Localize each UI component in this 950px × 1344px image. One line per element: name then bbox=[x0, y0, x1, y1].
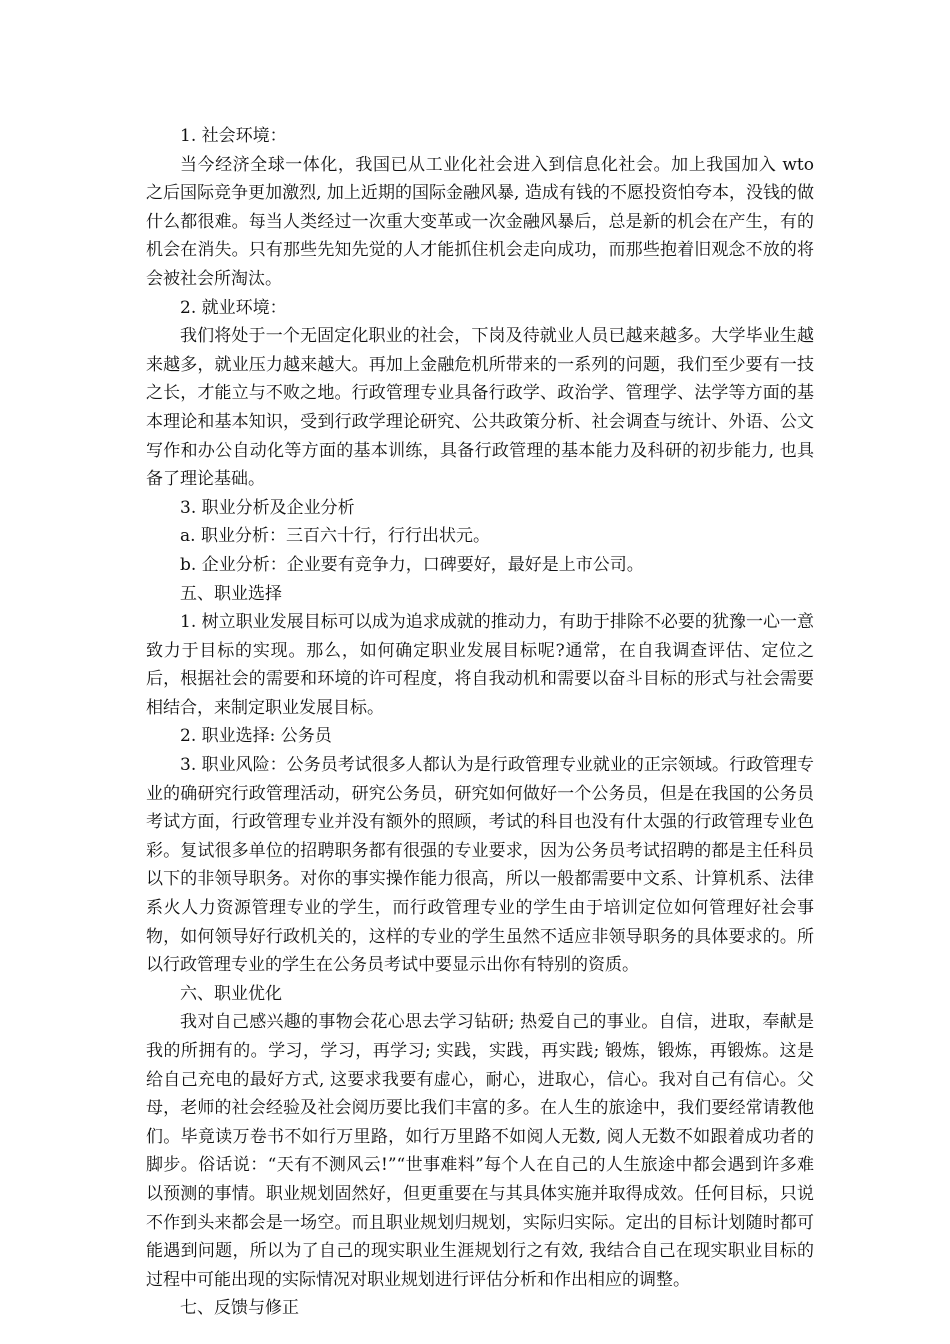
document-body bbox=[146, 122, 814, 1323]
paragraph-career-goal: 1. 树立职业发展目标可以成为追求成就的推动力，有助于排除不必要的犹豫一心一意致力于目标的实现。那么，如何确定职业发展目标呢?通常，在自我调查评估、定位之后，根据社会的需要和环境的许可程度，将自我动机和需要以奋斗目标的形式与社会需要相结合，来制定职业发展目标。 bbox=[146, 612, 814, 718]
paragraph-career-optimization: 我对自己感兴趣的事物会花心思去学习钻研; 热爱自己的事业。自信，进取，奉献是我的所拥有的。学习，学习，再学习; 实践，实践，再实践; 锻炼，锻炼，再锻炼。这是给自己充电的最好方式, 这要求我要有虚心，耐心，进取心，信心。我对自己有信心。父母，老师的社会经验及社会阅历要比我们丰富的多。在人生的旅途中，我们要经常请教他们。毕竟读万卷书不如行万里路，如行万里路不如阅人无数, 阅人无数不如跟着成功者的脚步。俗话说：“天有不测风云!”“世事难料”每个人在自己的人生旅途中都会遇到许多难以预测的事情。职业规划固然好，但更重要在与其具体实施并取得成效。任何目标，只说不作到头来都会是一场空。而且职业规划归规划，实际归实际。定出的目标计划随时都可能遇到问题，所以为了自己的现实职业生涯规划行之有效, 我结合自己在现实职业目标的过程中可能出现的实际情况对职业规划进行评估分析和作出相应的调整。 bbox=[146, 1012, 814, 1290]
section-heading-social-environment: 1. 社会环境： bbox=[180, 126, 287, 146]
paragraph-career-selection: 2. 职业选择: 公务员 bbox=[180, 726, 332, 747]
section-heading-career-optimization: 六、职业优化 bbox=[180, 983, 282, 1004]
section-heading-career-choice: 五、职业选择 bbox=[180, 583, 282, 604]
paragraph-career-analysis: a. 职业分析：三百六十行，行行出状元。 bbox=[180, 526, 490, 547]
section-heading-feedback-revision: 七、反馈与修正 bbox=[180, 1298, 299, 1319]
paragraph-enterprise-analysis: b. 企业分析：企业要有竞争力，口碑要好，最好是上市公司。 bbox=[180, 554, 644, 575]
paragraph-employment-environment: 我们将处于一个无固定化职业的社会，下岗及待就业人员已越来越多。大学毕业生越来越多，就业压力越来越大。再加上金融危机所带来的一系列的问题，我们至少要有一技之长，才能立与不败之地。行政管理专业具备行政学、政治学、管理学、法学等方面的基本理论和基本知识，受到行政学理论研究、公共政策分析、社会调查与统计、外语、公文写作和办公自动化等方面的基本训练，具备行政管理的基本能力及科研的初步能力, 也具备了理论基础。 bbox=[146, 326, 814, 490]
paragraph-social-environment: 当今经济全球一体化，我国已从工业化社会进入到信息化社会。加上我国加入 wto 之后国际竞争更加激烈, 加上近期的国际金融风暴, 造成有钱的不愿投资怕夸本，没钱的做什么都很难。每当人类经过一次重大变革或一次金融风暴后，总是新的机会在产生，有的机会在消失。只有那些先知先觉的人才能抓住机会走向成功，而那些抱着旧观念不放的将会被社会所淘汰。 bbox=[146, 154, 814, 289]
paragraph-career-risk: 3. 职业风险：公务员考试很多人都认为是行政管理专业就业的正宗领域。行政管理专业的确研究行政管理活动，研究公务员，研究如何做好一个公务员，但是在我国的公务员考试方面，行政管理专业并没有额外的照顾，考试的科目也没有什太强的行政管理专业色彩。复试很多单位的招聘职务都有很强的专业要求，因为公务员考试招聘的都是主任科员以下的非领导职务。对你的事实操作能力很高，所以一般都需要中文系、计算机系、法律系火人力资源管理专业的学生，而行政管理专业的学生由于培训定位如何管理好社会事物，如何领导好行政机关的，这样的专业的学生虽然不适应非领导职务的具体要求的。所以行政管理专业的学生在公务员考试中要显示出你有特别的资质。 bbox=[146, 755, 814, 976]
section-heading-employment-environment: 2. 就业环境： bbox=[180, 297, 287, 318]
section-heading-career-enterprise-analysis: 3. 职业分析及企业分析 bbox=[180, 497, 355, 518]
